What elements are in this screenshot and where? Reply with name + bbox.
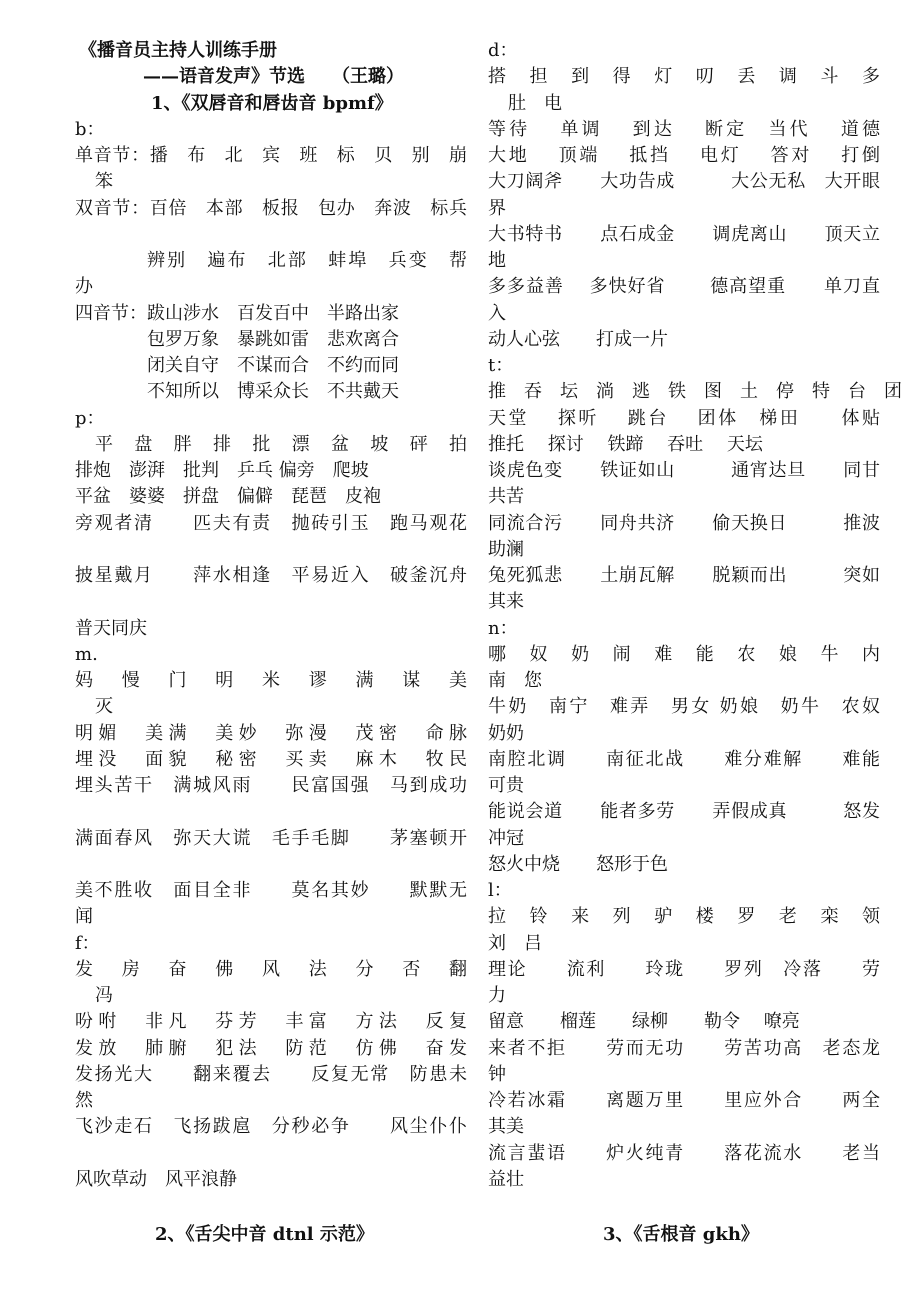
text-line: 地 xyxy=(488,250,506,271)
blank-line xyxy=(75,852,467,878)
blank-line xyxy=(75,537,467,563)
initial-label-d: d： xyxy=(488,40,518,61)
text-line: 普天同庆 xyxy=(75,617,147,639)
document-subtitle: ——语音发声》节选 （王璐） xyxy=(143,66,404,88)
text-line: 办 xyxy=(75,276,93,298)
initial-label-p: p： xyxy=(75,407,105,429)
left-column xyxy=(75,38,467,1193)
text-line: 留意 榴莲 绿柳 勒令 嘹亮 xyxy=(488,1011,800,1033)
text-line: 平盆 婆婆 拼盘 偏僻 琵琶 皮袍 xyxy=(75,486,381,508)
text-line: 不知所以 博采众长 不共戴天 xyxy=(147,381,399,403)
text-line: 来者不拒 劳而无功 劳苦功高 老态龙 xyxy=(488,1037,880,1059)
text-line: 然 xyxy=(75,1090,93,1111)
blank-line xyxy=(75,799,467,825)
document-title: 《播音员主持人训练手册 xyxy=(79,40,277,61)
initial-label-t: t： xyxy=(488,355,514,376)
initial-label-b: b： xyxy=(75,118,105,140)
text-line: 满面春风 弥天大谎 毛手毛脚 茅塞顿开 xyxy=(75,827,467,849)
initial-label-f: f： xyxy=(75,932,100,954)
section-heading-dtnl: 2、《舌尖中音 dtnl 示范》 xyxy=(155,1224,374,1245)
text-line: 吩咐 非凡 芬芳 丰富 方法 反复 xyxy=(75,1011,467,1033)
text-line: 同流合污 同舟共济 偷天换日 推波 xyxy=(488,512,880,534)
text-line: 动人心弦 打成一片 xyxy=(488,328,668,350)
text-line: 益壮 xyxy=(488,1168,524,1190)
text-line: 刘 吕 xyxy=(488,932,542,954)
text-line: 界 xyxy=(488,197,506,219)
text-line: 包罗万象 暴跳如雷 悲欢离合 xyxy=(147,328,399,350)
text-line: 埋头苦干 满城风雨 民富国强 马到成功 xyxy=(75,775,467,796)
section-heading-gkh: 3、《舌根音 gkh》 xyxy=(603,1224,759,1245)
text-line: 谈虎色变 铁证如山 通宵达旦 同甘 xyxy=(488,460,880,481)
text-line: 奶奶 xyxy=(488,722,524,744)
text-line: 妈 慢 门 明 米 谬 满 谋 美 xyxy=(75,670,467,691)
text-line: 怒火中烧 怒形于色 xyxy=(488,853,668,875)
text-line: 发扬光大 翻来覆去 反复无常 防患未 xyxy=(75,1063,467,1085)
text-line: 哪 奴 奶 闹 难 能 农 娘 牛 内 xyxy=(488,643,880,665)
text-line: 埋没 面貌 秘密 买卖 麻木 牧民 xyxy=(75,748,467,770)
text-line: 其来 xyxy=(488,591,524,613)
text-line: 平 盘 胖 排 批 漂 盆 坡 砰 拍 xyxy=(95,433,467,455)
text-line: 理论 流利 玲珑 罗列 冷落 劳 xyxy=(488,958,880,980)
text-line: 发放 肺腑 犯法 防范 仿佛 奋发 xyxy=(75,1037,467,1059)
text-line: 助澜 xyxy=(488,538,524,560)
text-line: 单音节：播 布 北 宾 班 标 贝 别 崩 xyxy=(75,145,467,166)
text-line: 搭 担 到 得 灯 叨 丢 调 斗 多 xyxy=(488,66,880,88)
text-line: 灭 xyxy=(95,696,113,718)
text-line: 共苦 xyxy=(488,486,524,508)
text-line: 冯 xyxy=(95,985,113,1006)
initial-label-l: l： xyxy=(488,880,512,901)
text-line: 四音节：跋山涉水 百发百中 半路出家 xyxy=(75,302,399,324)
text-line: 风吹草动 风平浪静 xyxy=(75,1168,237,1190)
text-line: 闭关自守 不谋而合 不约而同 xyxy=(147,355,399,376)
text-line: 闻 xyxy=(75,906,93,928)
section-heading-bpmf: 1、《双唇音和唇齿音 bpmf》 xyxy=(151,92,393,114)
text-line: 双音节：百倍 本部 板报 包办 奔波 标兵 xyxy=(75,197,467,219)
text-line: 多多益善 多快好省 德高望重 单刀直 xyxy=(488,276,880,298)
text-line: 力 xyxy=(488,985,506,1006)
text-line: 笨 xyxy=(95,171,113,193)
text-line: 明媚 美满 美妙 弥漫 茂密 命脉 xyxy=(75,722,467,744)
text-line: 钟 xyxy=(488,1063,506,1085)
text-line: 冷若冰霜 离题万里 里应外合 两全 xyxy=(488,1090,880,1111)
text-line: 兔死狐悲 土崩瓦解 脱颖而出 突如 xyxy=(488,565,880,586)
text-line: 可贵 xyxy=(488,775,524,796)
text-line: 其美 xyxy=(488,1116,524,1138)
initial-label-n: n： xyxy=(488,617,518,639)
text-line: 排炮 澎湃 批判 乒乓 偏旁 爬坡 xyxy=(75,460,369,481)
text-line: 拉 铃 来 列 驴 楼 罗 老 栾 领 xyxy=(488,906,880,928)
text-line: 辨别 遍布 北部 蚌埠 兵变 帮 xyxy=(147,250,467,271)
text-line: 能说会道 能者多劳 弄假成真 怒发 xyxy=(488,801,880,823)
text-line: 飞沙走石 飞扬跋扈 分秒必争 风尘仆仆 xyxy=(75,1116,467,1138)
text-line: 发 房 奋 佛 风 法 分 否 翻 xyxy=(75,958,467,980)
text-line: 流言蜚语 炉火纯青 落花流水 老当 xyxy=(488,1142,880,1164)
text-line: 南腔北调 南征北战 难分难解 难能 xyxy=(488,748,880,770)
text-line: 披星戴月 萍水相逢 平易近入 破釜沉舟 xyxy=(75,565,467,586)
text-line: 大刀阔斧 大功告成 大公无私 大开眼 xyxy=(488,171,880,193)
text-line: 入 xyxy=(488,302,506,324)
text-line: 大地 顶端 抵挡 电灯 答对 打倒 xyxy=(488,145,880,166)
blank-line xyxy=(75,1141,467,1167)
text-line: 推 吞 坛 淌 逃 铁 图 土 停 特 台 团 xyxy=(488,381,902,403)
text-line: 大书特书 点石成金 调虎离山 顶天立 xyxy=(488,223,880,245)
text-line: 南 您 xyxy=(488,670,542,691)
text-line: 肚 电 xyxy=(508,92,562,114)
text-line: 等待 单调 到达 断定 当代 道德 xyxy=(488,118,880,140)
text-line: 美不胜收 面目全非 莫名其妙 默默无 xyxy=(75,880,467,901)
right-column xyxy=(488,38,902,1193)
text-line: 天堂 探听 跳台 团体 梯田 体贴 xyxy=(488,407,880,429)
blank-line xyxy=(75,222,467,248)
initial-label-m: m. xyxy=(75,643,98,665)
text-line: 推托 探讨 铁蹄 吞吐 天坛 xyxy=(488,433,763,455)
text-line: 旁观者清 匹夫有责 抛砖引玉 跑马观花 xyxy=(75,512,467,534)
text-line: 冲冠 xyxy=(488,827,524,849)
text-line: 牛奶 南宁 难弄 男女 奶娘 奶牛 农奴 xyxy=(488,696,880,718)
blank-line xyxy=(75,589,467,615)
